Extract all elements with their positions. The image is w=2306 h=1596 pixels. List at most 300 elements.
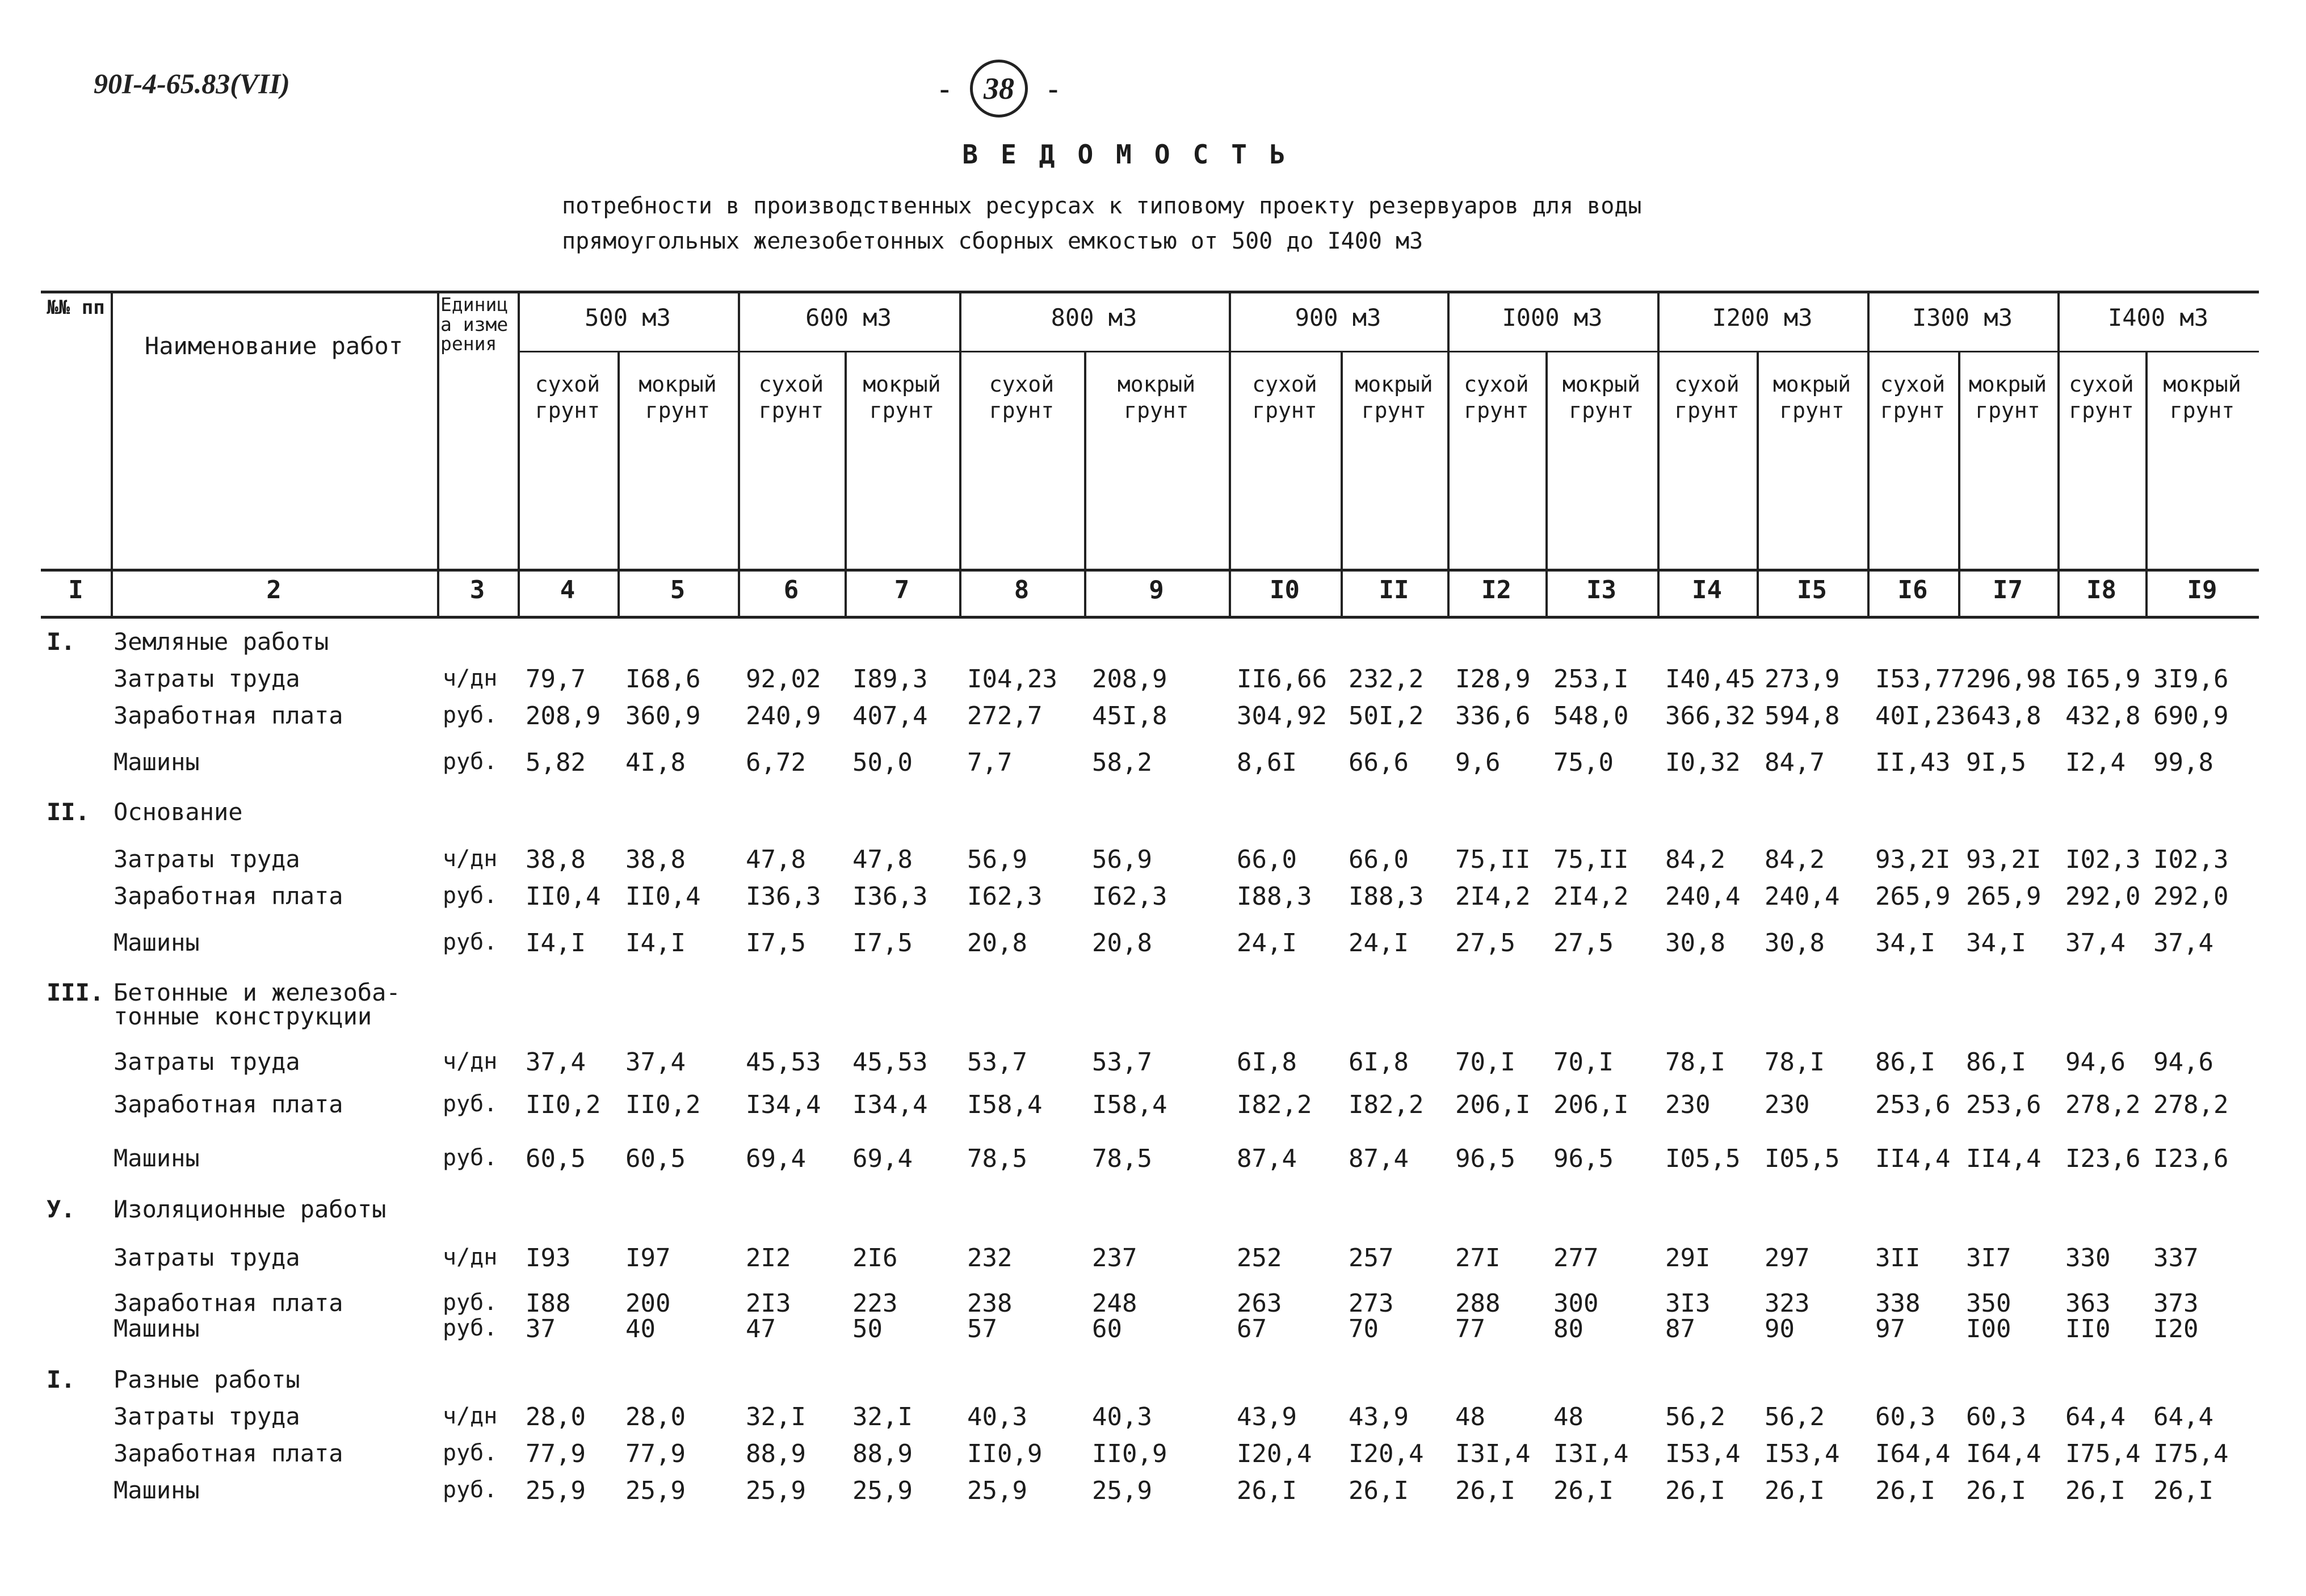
value-cell: 94,6 [2153,1048,2213,1077]
header-column-divider [1229,291,1231,616]
value-cell: 70,I [1455,1048,1515,1077]
value-cell: 86,I [1966,1048,2026,1077]
value-cell: 30,8 [1765,929,1825,957]
column-number: 2 [266,576,282,604]
value-cell: I75,4 [2153,1439,2229,1468]
col-header-number: №№ пп [47,296,105,319]
row-unit: руб. [443,749,498,775]
value-cell: 292,0 [2153,882,2229,911]
header-column-divider [1657,291,1660,616]
value-cell: I36,3 [852,882,928,911]
value-cell: 26,I [1765,1476,1825,1505]
value-cell: 272,7 [967,702,1043,730]
row-label: Заработная плата [114,882,343,910]
col-header-name: Наименование работ [144,332,404,360]
row-label: Затраты труда [114,845,300,873]
value-cell: 238 [967,1289,1013,1318]
value-cell: 87,4 [1237,1144,1297,1173]
value-cell: I62,3 [1092,882,1167,911]
section-title: Земляные работы [114,628,329,656]
value-cell: 336,6 [1455,702,1531,730]
value-cell: 26,I [1553,1476,1614,1505]
subheader-wet-soil: мокрый грунт [1562,372,1641,423]
table-top-border [41,291,2259,293]
value-cell: I00 [1966,1314,2011,1343]
row-label: Машины [114,1476,200,1504]
value-cell: 93,2I [1966,845,2042,874]
value-cell: I36,3 [746,882,821,911]
value-cell: I3I,4 [1553,1439,1629,1468]
value-cell: 338 [1875,1289,1921,1318]
value-cell: II0,9 [967,1439,1043,1468]
value-cell: I05,5 [1665,1144,1741,1173]
value-cell: 25,9 [1092,1476,1152,1505]
capacity-header: I400 м3 [2107,304,2208,331]
value-cell: 86,I [1875,1048,1935,1077]
value-cell: I7,5 [852,929,913,957]
subheader-wet-soil: мокрый грунт [639,372,717,423]
value-cell: 48 [1553,1402,1583,1431]
value-cell: I68,6 [625,665,701,694]
value-cell: 26,I [1349,1476,1409,1505]
value-cell: 24,I [1237,929,1297,957]
value-cell: I64,4 [1875,1439,1951,1468]
value-cell: 67 [1237,1314,1267,1343]
value-cell: 53,7 [1092,1048,1152,1077]
value-cell: 48 [1455,1402,1485,1431]
value-cell: 2I3 [746,1289,791,1318]
value-cell: 360,9 [625,702,701,730]
value-cell: 50I,2 [1349,702,1424,730]
row-unit: руб. [443,1315,498,1341]
capacity-header: 500 м3 [585,304,671,331]
value-cell: 70 [1349,1314,1379,1343]
column-number: II [1379,576,1409,604]
value-cell: I02,3 [2153,845,2229,874]
header-column-divider [1447,291,1450,616]
value-cell: I2,4 [2065,748,2126,777]
column-number: 8 [1014,576,1030,604]
row-unit: ч/дн [443,846,498,872]
value-cell: 330 [2065,1244,2111,1272]
value-cell: I02,3 [2065,845,2141,874]
column-number: 4 [560,576,576,604]
value-cell: I65,9 [2065,665,2141,694]
header-column-divider [1867,291,1870,616]
value-cell: 27,5 [1455,929,1515,957]
value-cell: 206,I [1455,1090,1531,1119]
value-cell: II0,2 [526,1090,601,1119]
value-cell: I88,3 [1237,882,1312,911]
value-cell: 84,2 [1765,845,1825,874]
section-title: Основание [114,798,243,826]
value-cell: 407,4 [852,702,928,730]
value-cell: 432,8 [2065,702,2141,730]
value-cell: 69,4 [746,1144,806,1173]
value-cell: 273 [1349,1289,1394,1318]
subheader-wet-soil: мокрый грунт [2163,372,2241,423]
value-cell: 37,4 [625,1048,686,1077]
value-cell: 56,2 [1765,1402,1825,1431]
value-cell: 38,8 [526,845,586,874]
row-label: Машины [114,748,200,776]
subheader-wet-soil: мокрый грунт [1355,372,1433,423]
value-cell: 92,02 [746,665,821,694]
value-cell: 248 [1092,1289,1137,1318]
row-unit: руб. [443,1091,498,1117]
section-number: I. [47,1366,75,1393]
value-cell: 292,0 [2065,882,2141,911]
value-cell: 78,I [1665,1048,1725,1077]
value-cell: 257 [1349,1244,1394,1272]
value-cell: 2I4,2 [1455,882,1531,911]
value-cell: 206,I [1553,1090,1629,1119]
row-unit: руб. [443,883,498,909]
value-cell: 60,5 [625,1144,686,1173]
value-cell: I53,4 [1665,1439,1741,1468]
subheader-dry-soil: сухой грунт [989,372,1055,423]
value-cell: 240,9 [746,702,821,730]
subheader-dry-soil: сухой грунт [1464,372,1529,423]
value-cell: 56,9 [1092,845,1152,874]
value-cell: I34,4 [852,1090,928,1119]
value-cell: 6I,8 [1237,1048,1297,1077]
value-cell: 7,7 [967,748,1013,777]
value-cell: I89,3 [852,665,928,694]
subheader-wet-soil: мокрый грунт [1968,372,2047,423]
column-number: I5 [1797,576,1827,604]
header-column-divider [959,291,961,616]
row-label: Машины [114,1314,200,1342]
subheader-dry-soil: сухой грунт [1880,372,1946,423]
value-cell: 56,9 [967,845,1027,874]
capacity-header: I000 м3 [1502,304,1603,331]
value-cell: 25,9 [746,1476,806,1505]
value-cell: 5,82 [526,748,586,777]
value-cell: 75,II [1455,845,1531,874]
value-cell: 93,2I [1875,845,1951,874]
value-cell: 28,0 [526,1402,586,1431]
value-cell: 223 [852,1289,898,1318]
value-cell: 53,7 [967,1048,1027,1077]
value-cell: 273,9 [1765,665,1840,694]
value-cell: 20,8 [1092,929,1152,957]
row-label: Заработная плата [114,1090,343,1118]
value-cell: 87,4 [1349,1144,1409,1173]
value-cell: 60,3 [1966,1402,2026,1431]
value-cell: 47,8 [852,845,913,874]
value-cell: 90 [1765,1314,1795,1343]
value-cell: 26,I [1966,1476,2026,1505]
row-label: Машины [114,1144,200,1172]
value-cell: 88,9 [852,1439,913,1468]
value-cell: II0,2 [625,1090,701,1119]
value-cell: 24,I [1349,929,1409,957]
row-unit: ч/дн [443,665,498,691]
value-cell: 277 [1553,1244,1599,1272]
value-cell: 69,4 [852,1144,913,1173]
row-unit: руб. [443,702,498,728]
header-column-divider [738,291,740,616]
row-label: Заработная плата [114,702,343,729]
value-cell: 278,2 [2065,1090,2141,1119]
value-cell: 27I [1455,1244,1501,1272]
value-cell: I20 [2153,1314,2199,1343]
value-cell: 25,9 [526,1476,586,1505]
value-cell: 40I,23 [1875,702,1965,730]
value-cell: II6,66 [1237,665,1327,694]
value-cell: 66,0 [1349,845,1409,874]
column-number: I2 [1481,576,1511,604]
value-cell: I0,32 [1665,748,1741,777]
column-number: I8 [2086,576,2116,604]
value-cell: 6,72 [746,748,806,777]
value-cell: 70,I [1553,1048,1614,1077]
value-cell: 20,8 [967,929,1027,957]
value-cell: I88 [526,1289,571,1318]
column-number: 5 [670,576,686,604]
value-cell: I23,6 [2153,1144,2229,1173]
value-cell: 25,9 [852,1476,913,1505]
value-cell: I53,4 [1765,1439,1840,1468]
value-cell: 27,5 [1553,929,1614,957]
value-cell: I23,6 [2065,1144,2141,1173]
value-cell: 32,I [852,1402,913,1431]
column-number: I3 [1586,576,1616,604]
value-cell: 79,7 [526,665,586,694]
subheader-wet-soil: мокрый грунт [863,372,941,423]
subheader-dry-soil: сухой грунт [2069,372,2134,423]
row-label: Затраты труда [114,1402,300,1430]
value-cell: 60,5 [526,1144,586,1173]
value-cell: 208,9 [526,702,601,730]
row-unit: руб. [443,1290,498,1316]
value-cell: 323 [1765,1289,1810,1318]
section-title-continued: тонные конструкции [114,1002,372,1030]
subheader-dry-soil: сухой грунт [1252,372,1317,423]
value-cell: 594,8 [1765,702,1840,730]
value-cell: 288 [1455,1289,1501,1318]
subheader-wet-soil: мокрый грунт [1772,372,1851,423]
row-label: Затраты труда [114,1244,300,1271]
value-cell: 3I7 [1966,1244,2011,1272]
value-cell: 253,I [1553,665,1629,694]
column-number: I9 [2187,576,2217,604]
value-cell: 64,4 [2153,1402,2213,1431]
page-dash-right: - [1048,72,1059,105]
value-cell: I7,5 [746,929,806,957]
value-cell: 26,I [1455,1476,1515,1505]
value-cell: 37,4 [2065,929,2126,957]
capacity-header: I200 м3 [1712,304,1813,331]
value-cell: 253,6 [1875,1090,1951,1119]
row-unit: ч/дн [443,1048,498,1074]
value-cell: I62,3 [967,882,1043,911]
value-cell: 87 [1665,1314,1695,1343]
value-cell: I4,I [526,929,586,957]
value-cell: 232 [967,1244,1013,1272]
value-cell: I53,77 [1875,665,1965,694]
value-cell: 43,9 [1349,1402,1409,1431]
value-cell: 230 [1765,1090,1810,1119]
value-cell: 60 [1092,1314,1122,1343]
value-cell: 3I9,6 [2153,665,2229,694]
section-number: III. [47,978,104,1006]
row-label: Затраты труда [114,665,300,692]
column-number: I7 [1993,576,2023,604]
column-number: 3 [469,576,485,604]
row-unit: ч/дн [443,1244,498,1270]
value-cell: 99,8 [2153,748,2213,777]
column-number: I4 [1692,576,1722,604]
value-cell: 64,4 [2065,1402,2126,1431]
value-cell: 60,3 [1875,1402,1935,1431]
value-cell: 265,9 [1966,882,2042,911]
subheader-wet-soil: мокрый грунт [1117,372,1196,423]
value-cell: 25,9 [625,1476,686,1505]
value-cell: 296,98 [1966,665,2056,694]
value-cell: 56,2 [1665,1402,1725,1431]
value-cell: 94,6 [2065,1048,2126,1077]
value-cell: 77 [1455,1314,1485,1343]
value-cell: 8,6I [1237,748,1297,777]
value-cell: 30,8 [1665,929,1725,957]
value-cell: II0,9 [1092,1439,1167,1468]
value-cell: I4,I [625,929,686,957]
column-number: I0 [1270,576,1300,604]
value-cell: 80 [1553,1314,1583,1343]
value-cell: 45,53 [852,1048,928,1077]
value-cell: 548,0 [1553,702,1629,730]
value-cell: 84,7 [1765,748,1825,777]
page-number: 38 [970,60,1028,117]
value-cell: 278,2 [2153,1090,2229,1119]
value-cell: 96,5 [1553,1144,1614,1173]
value-cell: 2I2 [746,1244,791,1272]
value-cell: I3I,4 [1455,1439,1531,1468]
number-row-divider [41,616,2259,619]
value-cell: 43,9 [1237,1402,1297,1431]
row-label: Заработная плата [114,1439,343,1467]
value-cell: 237 [1092,1244,1137,1272]
value-cell: 337 [2153,1244,2199,1272]
value-cell: II,43 [1875,748,1951,777]
value-cell: 78,I [1765,1048,1825,1077]
value-cell: 45I,8 [1092,702,1167,730]
value-cell: I58,4 [1092,1090,1167,1119]
capacity-header: 800 м3 [1051,304,1137,331]
document-code: 90I-4-65.83(VII) [94,68,290,99]
value-cell: 40 [625,1314,656,1343]
value-cell: 45,53 [746,1048,821,1077]
value-cell: 66,6 [1349,748,1409,777]
section-title: Разные работы [114,1366,300,1393]
row-label: Затраты труда [114,1048,300,1076]
value-cell: I93 [526,1244,571,1272]
value-cell: 4I,8 [625,748,686,777]
value-cell: I28,9 [1455,665,1531,694]
value-cell: 75,0 [1553,748,1614,777]
column-number: 7 [894,576,910,604]
value-cell: 88,9 [746,1439,806,1468]
value-cell: 25,9 [967,1476,1027,1505]
value-cell: 50 [852,1314,883,1343]
row-label: Заработная плата [114,1289,343,1317]
section-number: II. [47,798,90,826]
value-cell: I20,4 [1349,1439,1424,1468]
value-cell: II0,4 [526,882,601,911]
value-cell: I40,45 [1665,665,1755,694]
value-cell: I97 [625,1244,671,1272]
row-unit: руб. [443,1477,498,1503]
value-cell: 240,4 [1665,882,1741,911]
value-cell: I82,2 [1237,1090,1312,1119]
value-cell: 37 [526,1314,556,1343]
value-cell: I58,4 [967,1090,1043,1119]
value-cell: II4,4 [1875,1144,1951,1173]
value-cell: 40,3 [1092,1402,1152,1431]
column-number: I6 [1897,576,1928,604]
value-cell: 230 [1665,1090,1711,1119]
value-cell: I88,3 [1349,882,1424,911]
page-number-block [919,60,1078,117]
capacity-header: I300 м3 [1912,304,2013,331]
subtitle-line-1: потребности в производственных ресурсах к типовому проекту резервуаров для воды [562,193,1642,219]
row-label: Машины [114,929,200,956]
value-cell: I05,5 [1765,1144,1840,1173]
value-cell: II0 [2065,1314,2111,1343]
value-cell: 47 [746,1314,776,1343]
value-cell: 9I,5 [1966,748,2026,777]
value-cell: 643,8 [1966,702,2042,730]
value-cell: 34,I [1875,929,1935,957]
value-cell: 38,8 [625,845,686,874]
section-title: Бетонные и железоба- [114,978,401,1006]
header-column-divider [437,291,439,616]
value-cell: 26,I [2065,1476,2126,1505]
value-cell: 240,4 [1765,882,1840,911]
page-dash-left: - [939,72,950,105]
value-cell: 6I,8 [1349,1048,1409,1077]
capacity-row-divider [518,351,2259,352]
section-number: I. [47,628,75,656]
value-cell: 75,II [1553,845,1629,874]
subheader-dry-soil: сухой грунт [535,372,600,423]
subtitle-line-2: прямоугольных железобетонных сборных емкостью от 500 до I400 м3 [562,228,1423,254]
value-cell: 29I [1665,1244,1711,1272]
value-cell: 84,2 [1665,845,1725,874]
column-number: 9 [1149,576,1164,604]
value-cell: 200 [625,1289,671,1318]
value-cell: 3II [1875,1244,1921,1272]
section-title: Изоляционные работы [114,1195,387,1223]
value-cell: II0,4 [625,882,701,911]
row-unit: руб. [443,929,498,955]
value-cell: 97 [1875,1314,1905,1343]
value-cell: 690,9 [2153,702,2229,730]
subheader-dry-soil: сухой грунт [1674,372,1740,423]
row-unit: ч/дн [443,1403,498,1429]
column-number: I [68,576,83,604]
value-cell: I75,4 [2065,1439,2141,1468]
row-unit: руб. [443,1145,498,1171]
value-cell: 57 [967,1314,997,1343]
value-cell: 77,9 [526,1439,586,1468]
value-cell: 78,5 [967,1144,1027,1173]
value-cell: 40,3 [967,1402,1027,1431]
value-cell: 265,9 [1875,882,1951,911]
value-cell: 263 [1237,1289,1282,1318]
